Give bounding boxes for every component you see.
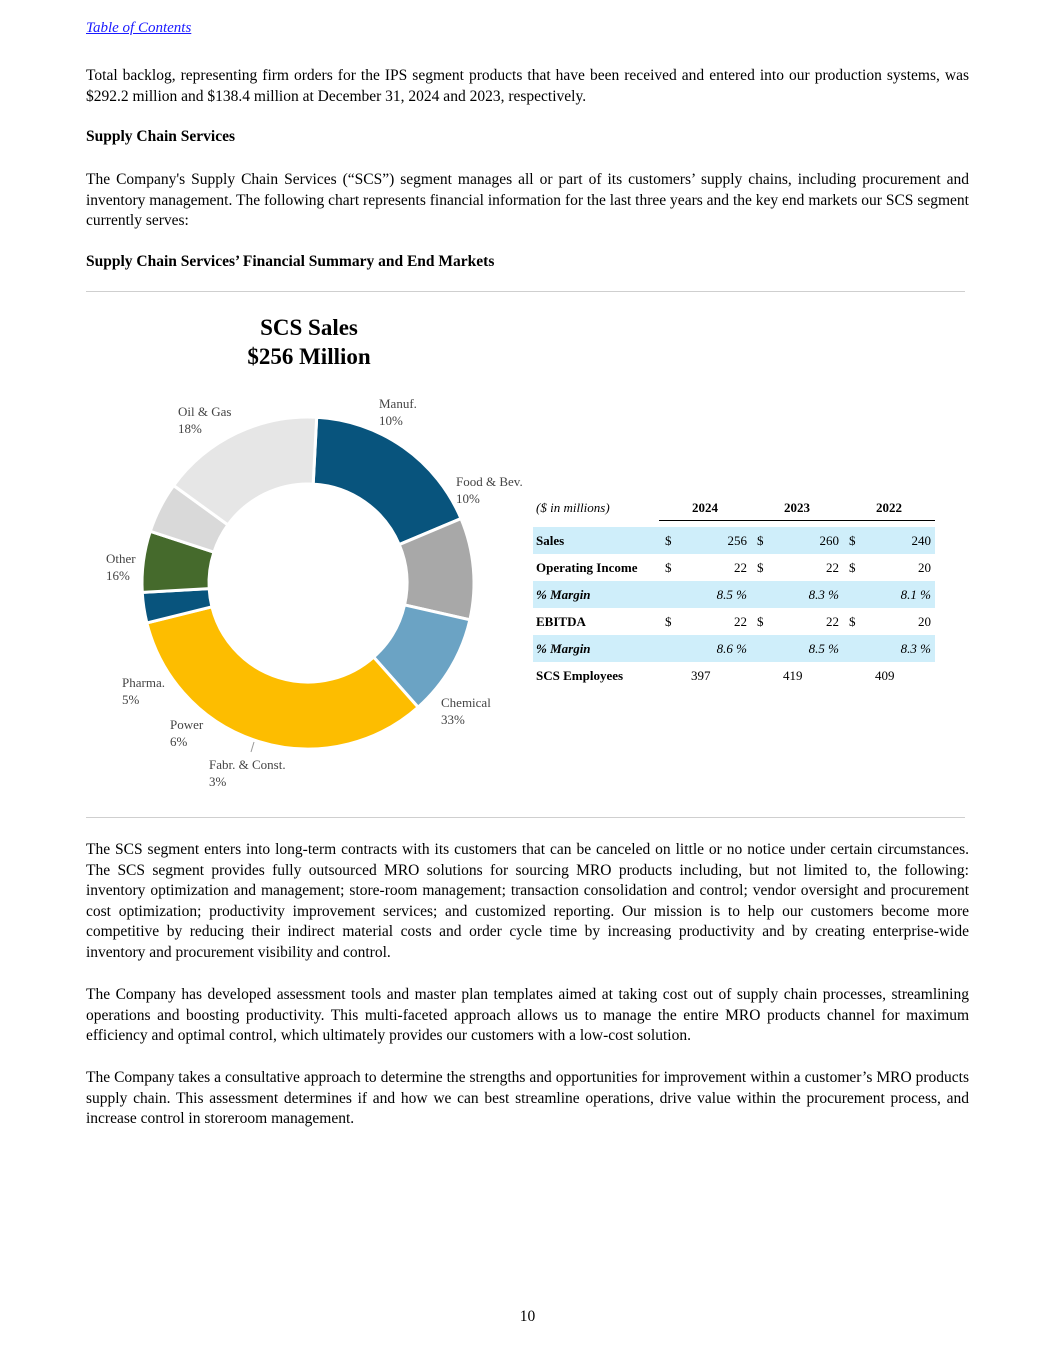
slice-label: Oil & Gas xyxy=(178,404,232,419)
cell-value: 20 xyxy=(918,559,931,575)
cell-value: 20 xyxy=(918,613,931,629)
currency-symbol xyxy=(659,581,679,608)
currency-symbol: $ xyxy=(849,613,856,629)
currency-symbol: $ xyxy=(757,559,764,575)
section-heading: Supply Chain Services xyxy=(86,128,236,145)
cell-value: 8.1 % xyxy=(863,581,935,608)
table-of-contents-link[interactable]: Table of Contents xyxy=(86,20,192,36)
table-row-ebitda-margin xyxy=(533,635,935,662)
currency-symbol xyxy=(843,581,863,608)
currency-symbol: $ xyxy=(751,527,771,554)
currency-symbol xyxy=(751,662,771,689)
currency-symbol xyxy=(659,635,679,662)
page-number: 10 xyxy=(519,1308,536,1325)
chart-subtitle: $256 Million xyxy=(247,344,371,369)
currency-symbol xyxy=(659,662,679,689)
cell-value: 256 xyxy=(679,527,751,554)
table-row-employees xyxy=(533,662,935,689)
cell-value: 260 xyxy=(771,527,843,554)
year-header-2023: 2023 xyxy=(751,496,843,521)
cell-value: 8.3 % xyxy=(771,581,843,608)
currency-symbol: $ xyxy=(843,527,863,554)
body-paragraph-1: The SCS segment enters into long-term contracts with its customers that can be canceled on little or no notice under certain circumstances. The SCS segment provides fully outsourced MRO solutions for sourcing MRO products including, but not limited to, the following: inventory optimization and management; store-room management; transaction consolidation and control; vendor oversight and procurement cost optimization; productivity improvement services; and customized reporting. Our mission is to help our customers become more competitive by reducing their indirect material costs and order cycle time by increasing productivity and by creating enterprise-wide inventory and procurement visibility and control. xyxy=(86,841,969,961)
slice-percent-label: 10% xyxy=(379,413,403,428)
row-label: SCS Employees xyxy=(536,667,624,683)
body-paragraph-3: The Company takes a consultative approach to determine the strengths and opportunities for improvement within a customer’s MRO products supply chain. This assessment determines if and how we can best streamline operations, drive value within the procurement process, and increase control in storeroom management. xyxy=(86,1069,969,1127)
year-header-2022: 2022 xyxy=(843,496,935,521)
slice-percent-label: 33% xyxy=(441,712,465,727)
currency-symbol xyxy=(751,635,771,662)
body-paragraph-2: The Company has developed assessment tools and master plan templates aimed at taking cost out of supply chain processes, streamlining operations and boosting productivity. This multi-faceted approach allows us to manage the entire MRO products channel for maximum efficiency and optimal control, which ultimately provides our customers with a low-cost solution. xyxy=(86,986,969,1044)
cell-value: 22 xyxy=(826,613,839,629)
slice-percent-label: 3% xyxy=(209,774,227,789)
slice-label: Pharma. xyxy=(122,675,165,690)
slice-label: Manuf. xyxy=(379,396,417,411)
row-label: % Margin xyxy=(533,635,659,662)
slice-label: Fabr. & Const. xyxy=(209,757,286,772)
cell-value: 22 xyxy=(826,559,839,575)
table-row-operating-margin xyxy=(533,581,935,608)
currency-symbol: $ xyxy=(757,613,764,629)
currency-symbol: $ xyxy=(665,559,672,575)
year-header-2024: 2024 xyxy=(659,496,751,521)
table-row-sales xyxy=(533,527,935,554)
slice-percent-label: 5% xyxy=(122,692,140,707)
slice-leader-line xyxy=(251,742,254,752)
table-header-row xyxy=(533,496,935,521)
table-row-operating-income xyxy=(533,554,935,581)
cell-value: 240 xyxy=(863,527,935,554)
currency-symbol xyxy=(843,635,863,662)
unit-label: ($ in millions) xyxy=(536,500,610,516)
currency-symbol xyxy=(751,581,771,608)
scs-intro-paragraph: The Company's Supply Chain Services (“SCS”) segment manages all or part of its customers’ supply chains, including procurement and inventory management. The following chart represents financial information for the last three years and the key end markets our SCS segment currently serves: xyxy=(86,171,969,229)
cell-value: 8.5 % xyxy=(679,581,751,608)
slice-label: Power xyxy=(170,717,204,732)
cell-value: 419 xyxy=(783,667,803,683)
slice-label: Food & Bev. xyxy=(456,474,523,489)
currency-symbol: $ xyxy=(659,527,679,554)
table-row-ebitda xyxy=(533,608,935,635)
slice-percent-label: 10% xyxy=(456,491,480,506)
cell-value: 8.5 % xyxy=(771,635,843,662)
slice-percent-label: 18% xyxy=(178,421,202,436)
bottom-divider xyxy=(86,817,965,818)
currency-symbol: $ xyxy=(665,613,672,629)
slice-percent-label: 16% xyxy=(106,568,130,583)
cell-value: 8.6 % xyxy=(679,635,751,662)
row-label: Sales xyxy=(533,527,659,554)
cell-value: 397 xyxy=(691,667,711,683)
chart-heading: Supply Chain Services’ Financial Summary and End Markets xyxy=(86,253,495,270)
cell-value: 409 xyxy=(875,667,895,683)
currency-symbol: $ xyxy=(849,559,856,575)
cell-value: 22 xyxy=(734,559,747,575)
row-label: Operating Income xyxy=(536,559,638,575)
financial-summary-table xyxy=(533,496,935,689)
slice-label: Other xyxy=(106,551,136,566)
backlog-paragraph: Total backlog, representing firm orders for the IPS segment products that have been received and entered into our production systems, was $292.2 million and $138.4 million at December 31, 2024 and 2023, respectively. xyxy=(86,67,969,105)
cell-value: 8.3 % xyxy=(863,635,935,662)
donut-slice-oil-gas xyxy=(313,417,461,544)
cell-value: 22 xyxy=(734,613,747,629)
end-markets-donut-chart xyxy=(0,0,620,820)
currency-symbol xyxy=(843,662,863,689)
row-label: % Margin xyxy=(533,581,659,608)
chart-title: SCS Sales xyxy=(260,315,358,340)
row-label: EBITDA xyxy=(536,613,586,629)
slice-label: Chemical xyxy=(441,695,491,710)
slice-percent-label: 6% xyxy=(170,734,188,749)
